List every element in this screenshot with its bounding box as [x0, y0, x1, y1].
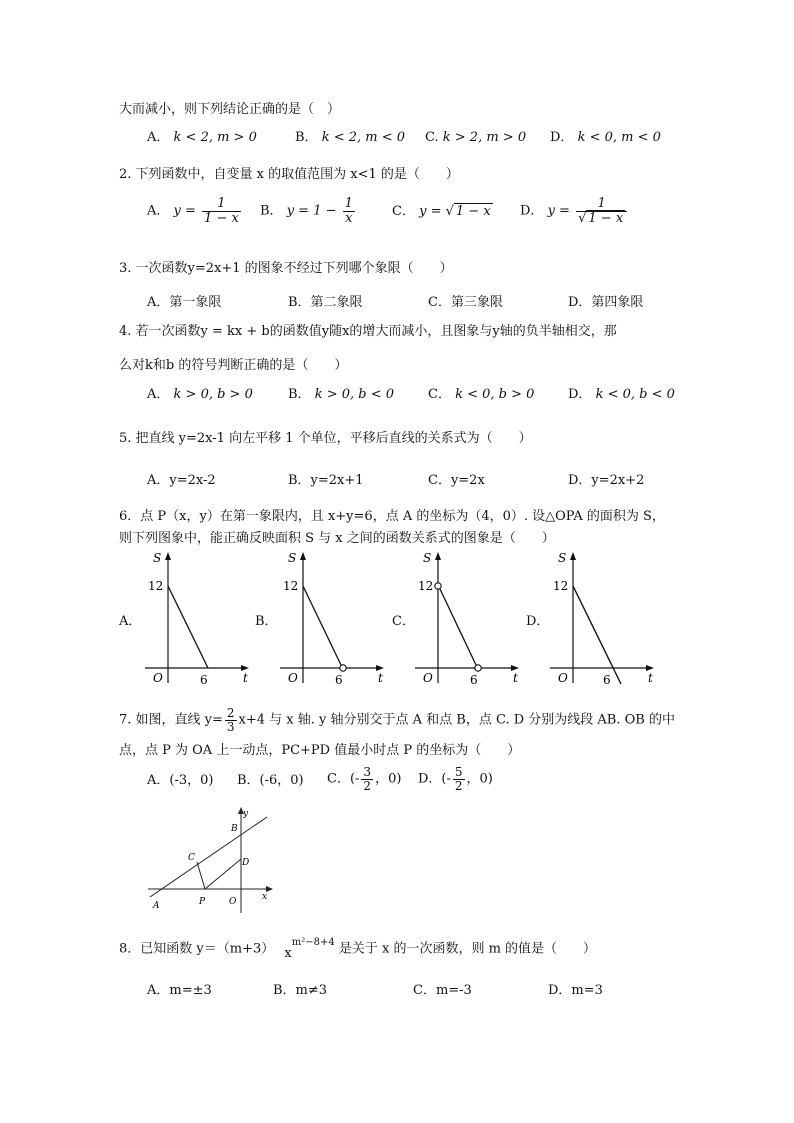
- q7-stem-line2: 点，点 P 为 OA 上一动点，PC+PD 值最小时点 P 的坐标为（ ）: [119, 743, 521, 758]
- q6d-label-6: 6: [603, 673, 611, 687]
- q1-option-b[interactable]: B． k < 2, m < 0: [295, 130, 406, 145]
- q7-option-b[interactable]: B．(-6，0): [237, 773, 304, 788]
- q6-option-a[interactable]: A．: [119, 614, 142, 629]
- q8-option-a[interactable]: A．m=±3: [147, 983, 212, 998]
- q6-stem-line2: 则下列图象中，能正确反映面积 S 与 x 之间的函数关系式的图象是（ ）: [119, 531, 555, 546]
- q4-option-d[interactable]: D． k < 0, b < 0: [568, 387, 675, 402]
- q3-option-c[interactable]: C．第三象限: [428, 295, 503, 310]
- q7-option-d[interactable]: D．(- $\frac{5}{2}$ ，0): [418, 765, 493, 793]
- q6-graph-d: [545, 548, 660, 688]
- q6c-label-6: 6: [470, 673, 478, 687]
- q3-stem: 3. 一次函数y=2x+1 的图象不经过下列哪个象限（ ）: [119, 261, 453, 276]
- q4-option-c[interactable]: C． k < 0, b > 0: [428, 387, 535, 402]
- q2-stem: 2. 下列函数中，自变量 x 的取值范围为 x<1 的是（ ）: [119, 167, 459, 182]
- q5-option-d[interactable]: D．y=2x+2: [568, 473, 645, 488]
- q8-option-c[interactable]: C．m=-3: [413, 983, 472, 998]
- q6d-axis-t: t: [648, 671, 653, 685]
- q6d-label-12: 12: [553, 579, 569, 593]
- q6a-label-6: 6: [200, 673, 208, 687]
- q8-option-d[interactable]: D．m=3: [548, 983, 603, 998]
- q2-option-c[interactable]: C． y = √ 1 − x: [392, 204, 491, 219]
- q7-option-c[interactable]: C．(- $\frac{3}{2}$ ，0): [327, 765, 402, 793]
- q6d-origin: O: [558, 671, 568, 685]
- q6b-label-12: 12: [283, 579, 299, 593]
- q4-option-b[interactable]: B． k > 0, b < 0: [288, 387, 395, 402]
- q4-stem-line2: 么对k和b 的符号判断正确的是（ ）: [119, 358, 348, 373]
- q6-graph-c: [410, 548, 525, 688]
- q6b-label-6: 6: [335, 673, 343, 687]
- q5-option-b[interactable]: B．y=2x+1: [288, 473, 364, 488]
- q6c-label-12: 12: [418, 579, 434, 593]
- q6-graph-a: [140, 548, 255, 688]
- q6c-origin: O: [423, 671, 433, 685]
- q5-stem: 5. 把直线 y=2x-1 向左平移 1 个单位，平移后直线的关系式为（ ）: [119, 431, 532, 446]
- q7-figure: [145, 805, 280, 915]
- q7-label-x: x: [262, 892, 268, 902]
- q6-option-c[interactable]: C．: [392, 614, 415, 629]
- q6-option-d[interactable]: D．: [526, 614, 550, 629]
- q7-option-a[interactable]: A．(-3，0): [147, 773, 214, 788]
- q6a-axis-s: S: [153, 551, 162, 565]
- q7-label-y: y: [243, 809, 249, 819]
- q6b-axis-s: S: [288, 551, 297, 565]
- q4-option-a[interactable]: A． k > 0, b > 0: [147, 387, 253, 402]
- q7-label-o: O: [229, 897, 237, 907]
- q1-option-a[interactable]: A． k < 2, m > 0: [147, 130, 257, 145]
- q6b-axis-t: t: [378, 671, 383, 685]
- q6a-origin: O: [153, 671, 163, 685]
- q2-option-d[interactable]: D． y = $\frac{1}{√ 1 - x}$: [520, 197, 629, 225]
- q3-option-a[interactable]: A．第一象限: [147, 295, 222, 310]
- q7-label-c: C: [188, 853, 195, 863]
- q6c-axis-s: S: [423, 551, 432, 565]
- q7-label-b: B: [231, 824, 238, 834]
- q4-stem: 4. 若一次函数y = kx + b的函数值y随x的增大而减小，且图象与y轴的负半轴相交，那: [119, 324, 617, 339]
- q1-continuation: 大而减小，则下列结论正确的是（ ）: [119, 102, 341, 117]
- q5-option-a[interactable]: A．y=2x-2: [147, 473, 216, 488]
- q8-stem: 8．已知函数 y＝（m+3） $x^{m^2-8+4}$ 是关于 x 的一次函数，则 m 的值是（ ）: [119, 937, 597, 962]
- q7-label-d: D: [242, 858, 250, 868]
- q3-option-b[interactable]: B．第二象限: [288, 295, 363, 310]
- q3-option-d[interactable]: D．第四象限: [568, 295, 644, 310]
- q6a-label-12: 12: [148, 579, 164, 593]
- q7-label-p: P: [199, 897, 206, 907]
- q7-label-a: A: [153, 901, 160, 911]
- q1-option-d[interactable]: D． k < 0, m < 0: [550, 130, 661, 145]
- q6c-axis-t: t: [513, 671, 518, 685]
- q6-graph-b: [275, 548, 390, 688]
- q6a-axis-t: t: [243, 671, 248, 685]
- q5-option-c[interactable]: C．y=2x: [428, 473, 485, 488]
- q6b-origin: O: [288, 671, 298, 685]
- q6-option-b[interactable]: B．: [255, 614, 278, 629]
- q6d-axis-s: S: [558, 551, 567, 565]
- q7-stem: 7. 如图，直线 y= $\frac{2}{3}$ x+4 与 x 轴. y 轴分别交于点 A 和点 B，点 C. D 分别为线段 AB. OB 的中: [119, 706, 675, 734]
- q2-option-b[interactable]: B． y = 1 − $\frac{1}{x}$: [260, 196, 353, 226]
- q2-option-a[interactable]: A． y = $\frac{1}{1 - x}$: [147, 196, 239, 226]
- q6-stem: 6．点 P（x，y）在第一象限内，且 x+y=6，点 A 的坐标为（4，0）. 设△OPA 的面积为 S，: [119, 509, 665, 524]
- q1-option-c[interactable]: C. k > 2, m > 0: [425, 130, 527, 145]
- q8-option-b[interactable]: B．m≠3: [273, 983, 328, 998]
